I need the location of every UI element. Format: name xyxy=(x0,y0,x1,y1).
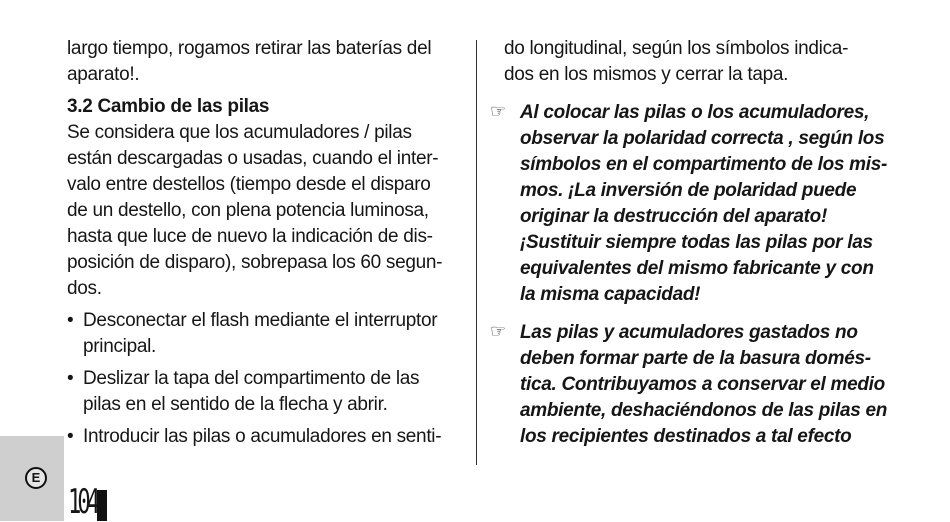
text-line: originar la destrucción del aparato! xyxy=(520,206,827,227)
pointing-hand-icon: ☞ xyxy=(490,321,506,341)
text-line: Desconectar el flash mediante el interruptor xyxy=(83,310,438,331)
text-line: los recipientes destinados a tal efecto xyxy=(520,426,852,447)
text-line: Al colocar las pilas o los acumuladores, xyxy=(520,102,870,123)
text-line: ambiente, deshaciéndonos de las pilas en xyxy=(520,400,888,421)
pointing-hand-icon: ☞ xyxy=(490,101,506,121)
text-line: dos en los mismos y cerrar la tapa. xyxy=(504,64,789,85)
text-line: posición de disparo), sobrepasa los 60 segun- xyxy=(67,252,443,273)
text-line: dos. xyxy=(67,278,102,299)
text-line: símbolos en el compartimento de los mis- xyxy=(520,154,888,175)
text-line: Las pilas y acumuladores gastados no xyxy=(520,322,858,343)
column-divider xyxy=(476,40,477,465)
continued-paragraph xyxy=(490,36,890,88)
text-line: Deslizar la tapa del compartimento de las xyxy=(83,368,420,389)
text-line: deben formar parte de la basura domés- xyxy=(520,348,871,369)
text-line: tica. Contribuyamos a conservar el medio xyxy=(520,374,885,395)
text-line: principal. xyxy=(83,336,157,357)
list-item xyxy=(67,424,467,450)
bullet-dot: • xyxy=(67,368,74,389)
body-paragraph xyxy=(67,120,467,302)
text-line: mos. ¡La inversión de polaridad puede xyxy=(520,180,857,201)
section-heading: 3.2 Cambio de las pilas xyxy=(67,96,270,117)
text-line: pilas en el sentido de la flecha y abrir. xyxy=(83,394,388,415)
text-line: ¡Sustituir siempre todas las pilas por las xyxy=(520,232,873,253)
text-line: están descargadas o usadas, cuando el inter- xyxy=(67,148,439,169)
list-item xyxy=(67,308,467,360)
page-number: 104 xyxy=(68,482,97,522)
text-line: de un destello, con plena potencia luminosa, xyxy=(67,200,429,221)
note-disposal xyxy=(490,320,890,450)
text-line: do longitudinal, según los símbolos indica- xyxy=(504,38,849,59)
text-line: la misma capacidad! xyxy=(520,284,701,305)
text-line: observar la polaridad correcta , según los xyxy=(520,128,885,149)
note-polarity xyxy=(490,100,890,308)
text-line: Introducir las pilas o acumuladores en senti- xyxy=(83,426,442,447)
right-column xyxy=(490,36,890,450)
text-line: largo tiempo, rogamos retirar las baterías del xyxy=(67,38,432,59)
text-line: Se considera que los acumuladores / pilas xyxy=(67,122,412,143)
bullet-dot: • xyxy=(67,426,74,447)
text-line: valo entre destellos (tiempo desde el disparo xyxy=(67,174,431,195)
text-line: hasta que luce de nuevo la indicación de dis- xyxy=(67,226,433,247)
page-marker xyxy=(97,490,107,521)
text-line: aparato!. xyxy=(67,64,140,85)
text-line: equivalentes del mismo fabricante y con xyxy=(520,258,874,279)
list-item xyxy=(67,366,467,418)
language-badge: E xyxy=(25,467,47,489)
bullet-dot: • xyxy=(67,310,74,331)
left-column xyxy=(67,36,467,450)
